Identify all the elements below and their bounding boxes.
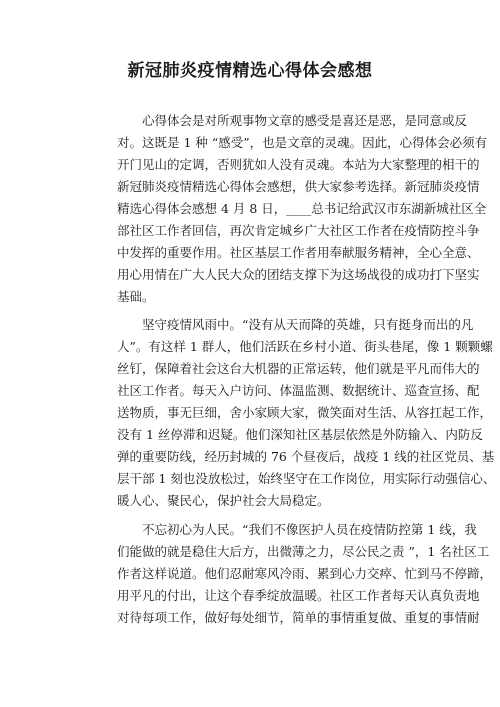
- paragraph-line: 没有 1 丝停滞和迟疑。他们深知社区基层依然是外防输入、内防反: [117, 427, 483, 442]
- paragraph-line: 开门见山的定调，否则犹如人没有灵魂。本站为大家整理的相干的: [117, 157, 480, 172]
- paragraph-line: 弹的重要防线，经历封城的 76 个昼夜后，战疫 1 线的社区党员、基: [117, 449, 495, 464]
- paragraph-line: 送物质，事无巨细，舍小家顾大家，微笑面对生活、从容扛起工作，: [117, 405, 493, 420]
- paragraph-line: 丝钉，保障着社会这台大机器的正常运转，他们就是平凡而伟大的: [117, 361, 480, 376]
- paragraph-2: [117, 314, 496, 512]
- paragraph-line: 暖人心、聚民心，保护社会大局稳定。: [117, 493, 330, 508]
- paragraph-line: 人”。有这样 1 群人，他们活跃在乡村小道、街头巷尾，像 1 颗颗螺: [117, 339, 493, 354]
- paragraph-line: 用平凡的付出，让这个春季绽放温暖。社区工作者每天认真负责地: [117, 588, 480, 603]
- paragraph-line: 不忘初心为人民。“我们不像医护人员在疫情防控第 1 线，我: [142, 522, 477, 537]
- document-title: 新冠肺炎疫情精选心得体会感想: [127, 61, 373, 81]
- paragraph-3: [117, 519, 493, 629]
- paragraph-line: 对。这既是 1 种 “感受”，也是文章的灵魂。因此，心得体会必须有: [117, 135, 488, 150]
- paragraph-line: 层干部 1 刻也没放松过，始终坚守在工作岗位，用实际行动强信心、: [117, 471, 496, 486]
- paragraph-line: 中发挥的重要作用。社区基层工作者用奉献服务精神，全心全意、: [117, 245, 480, 260]
- paragraph-line: 用心用情在广大人民大众的团结支撑下为这场战役的成功打下坚实: [117, 267, 480, 282]
- paragraph-1: [117, 110, 488, 308]
- paragraph-line: 们能做的就是稳住大后方，出微薄之力，尽公民之责 ”，1 名社区工: [117, 544, 490, 559]
- paragraph-line: 精选心得体会感想 4 月 8 日，____总书记给武汉市东湖新城社区全: [117, 201, 487, 216]
- paragraph-line: 心得体会是对所观事物文章的感受是喜还是恶，是同意或反: [142, 113, 468, 128]
- paragraph-line: 新冠肺炎疫情精选心得体会感想，供大家参考选择。新冠肺炎疫情: [117, 179, 480, 194]
- paragraph-line: 基础。: [117, 289, 155, 304]
- paragraph-line: 部社区工作者回信，再次肯定城乡广大社区工作者在疫情防控斗争: [117, 223, 480, 238]
- paragraph-line: 作者这样说道。他们忍耐寒风冷雨、累到心力交瘁、忙到马不停蹄，: [117, 566, 493, 581]
- paragraph-line: 社区工作者。每天入户访问、体温监测、数据统计、巡查宣扬、配: [117, 383, 480, 398]
- paragraph-line: 坚守疫情风雨中。“没有从天而降的英雄，只有挺身而出的凡: [142, 317, 474, 332]
- paragraph-line: 对待每项工作，做好每处细节，简单的事情重复做、重复的事情耐: [117, 610, 480, 625]
